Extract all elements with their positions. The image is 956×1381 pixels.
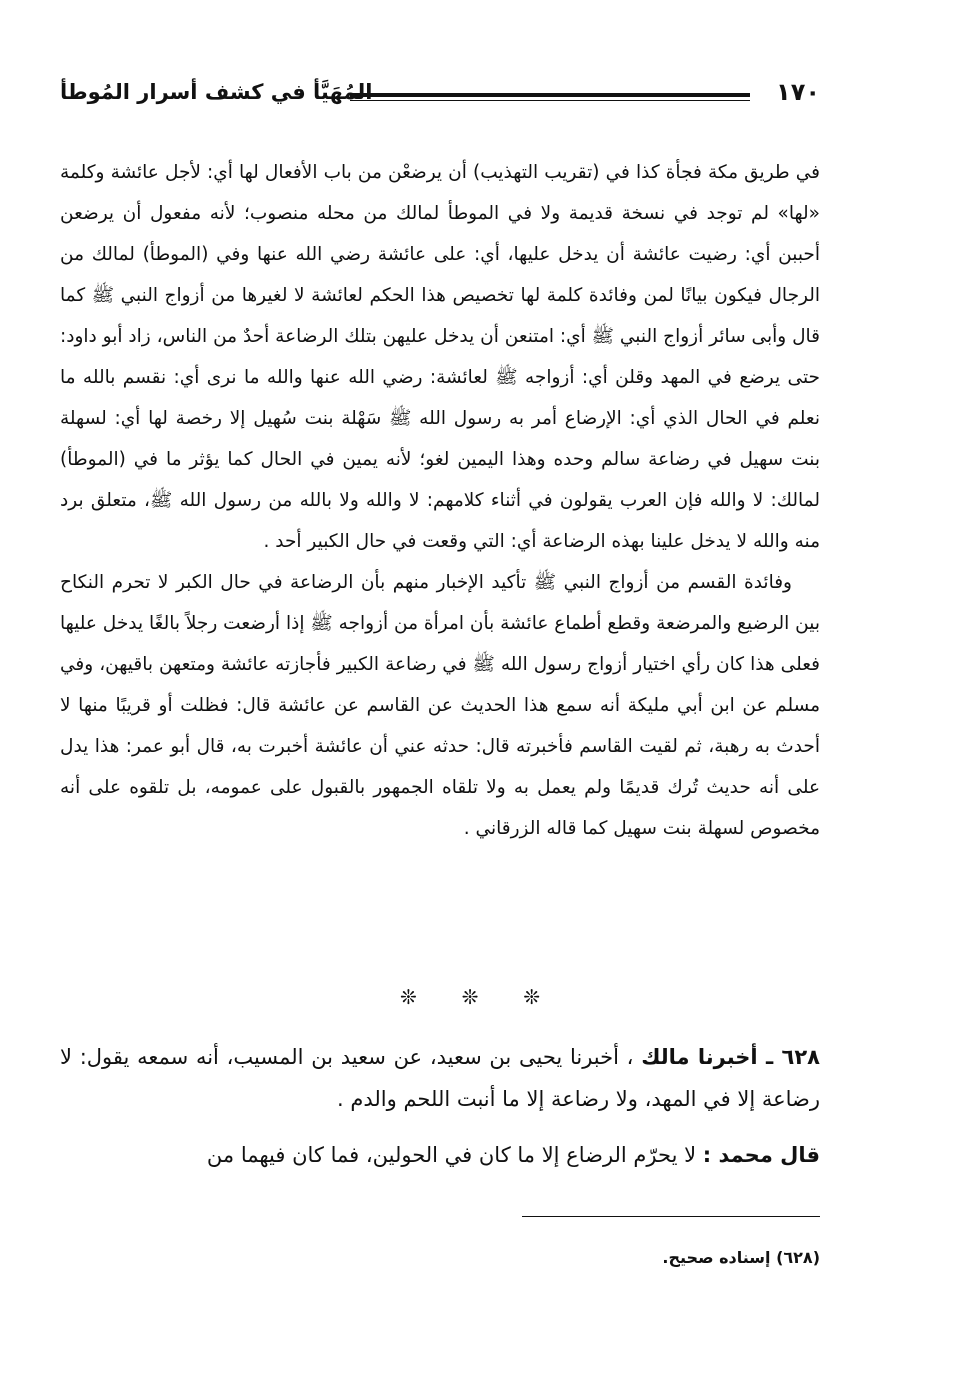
star-ornament: ❊ xyxy=(461,985,479,1009)
section-separator xyxy=(400,985,540,1009)
header-rule xyxy=(350,93,750,97)
author-comment xyxy=(60,1134,820,1176)
author-label: قال محمد : xyxy=(702,1143,820,1167)
hadith-text: ، أخبرنا يحيى بن سعيد، عن سعيد بن المسيب، أنه سمعه يقول: لا رضاعة إلا في المهد، ولا رضاعة إلا ما أنبت اللحم والدم . xyxy=(60,1045,820,1111)
hadith-block xyxy=(60,1036,820,1176)
commentary-block xyxy=(60,152,820,849)
footnote: (٦٢٨) إسناده صحيح. xyxy=(662,1248,820,1267)
commentary-paragraph: في طريق مكة فجأة كذا في (تقريب التهذيب) أن يرضعْن من باب الأفعال لها أي: لأجل عائشة وكلمة «لها» لم توجد في نسخة قديمة ولا في الموطأ لمالك من محله منصوب؛ لأنه مفعول أن يرضعن أحببن أي: رضيت عائشة أن يدخل عليها، أي: على عائشة رضي الله عنها وفي (الموطأ) لمالك من الرجال فيكون بيانًا لمن وفائدة كلمة لها تخصيص هذا الحكم لعائشة لا لغيرها من أزواج النبي ﷺ كما قال وأبى سائر أزواج النبي ﷺ أي: امتنعن أن يدخل عليهن بتلك الرضاعة أحدٌ من الناس، زاد أبو داود: حتى يرضع في المهد وقلن أي: أزواجه ﷺ لعائشة: رضي الله عنها والله ما نرى أي: نقسم بالله ما نعلم في الحال الذي أي: الإرضاع أمر به رسول الله ﷺ سَهْلة بنت سُهيل إلا رخصة لها أي: لسهلة بنت سهيل في رضاعة سالم وحده وهذا اليمين لغو؛ لأنه يمين في الحال كما يؤثر ما في (الموطأ) لمالك: لا والله فإن العرب يقولون في أثناء كلامهم: لا والله ولا بالله من رسول الله ﷺ، متعلق برد منه والله لا يدخل علينا بهذه الرضاعة أي: التي وقعت في حال الكبير أحد . xyxy=(60,162,820,552)
page-number: ١٧٠ xyxy=(776,78,820,106)
page-header xyxy=(60,78,820,118)
star-ornament: ❊ xyxy=(400,985,417,1009)
hadith-number-label: ٦٢٨ ـ أخبرنا مالك xyxy=(641,1045,820,1069)
star-ornament: ❊ xyxy=(523,985,540,1009)
hadith-narration xyxy=(60,1036,820,1120)
footnote-rule xyxy=(522,1216,820,1217)
commentary-paragraph: وفائدة القسم من أزواج النبي ﷺ تأكيد الإخبار منهم بأن الرضاعة في حال الكبر لا تحرم النكاح بين الرضيع والمرضعة وقطع أطماع عائشة بأن امرأة من أزواجه ﷺ إذا أرضعت رجلاً بالغًا يدخل عليها فعلى هذا كان رأي اختيار أزواج رسول الله ﷺ في رضاعة الكبير فأجازته عائشة ومتعهن باقيهن، وفي مسلم عن ابن أبي مليكة أنه سمع هذا الحديث عن القاسم عن عائشة قال: فظلت أو قريبًا منها لا أحدث به رهبة، ثم لقيت القاسم فأخبرته قال: حدثه عني أن عائشة أخبرت به، قال أبو عمر: هذا يدل على أنه حديث تُرك قديمًا ولم يعمل به ولا تلقاه الجمهور بالقبول على عمومه، بل تلقوه على أنه مخصوص لسهلة بنت سهيل كما قاله الزرقاني . xyxy=(60,572,820,839)
author-comment-text: لا يحرّم الرضاع إلا ما كان في الحولين، فما كان فيهما من xyxy=(206,1143,697,1167)
header-rule-thin xyxy=(350,100,750,101)
book-title: المُهَيَّأ في كشف أسرار المُوطأ xyxy=(60,80,373,104)
